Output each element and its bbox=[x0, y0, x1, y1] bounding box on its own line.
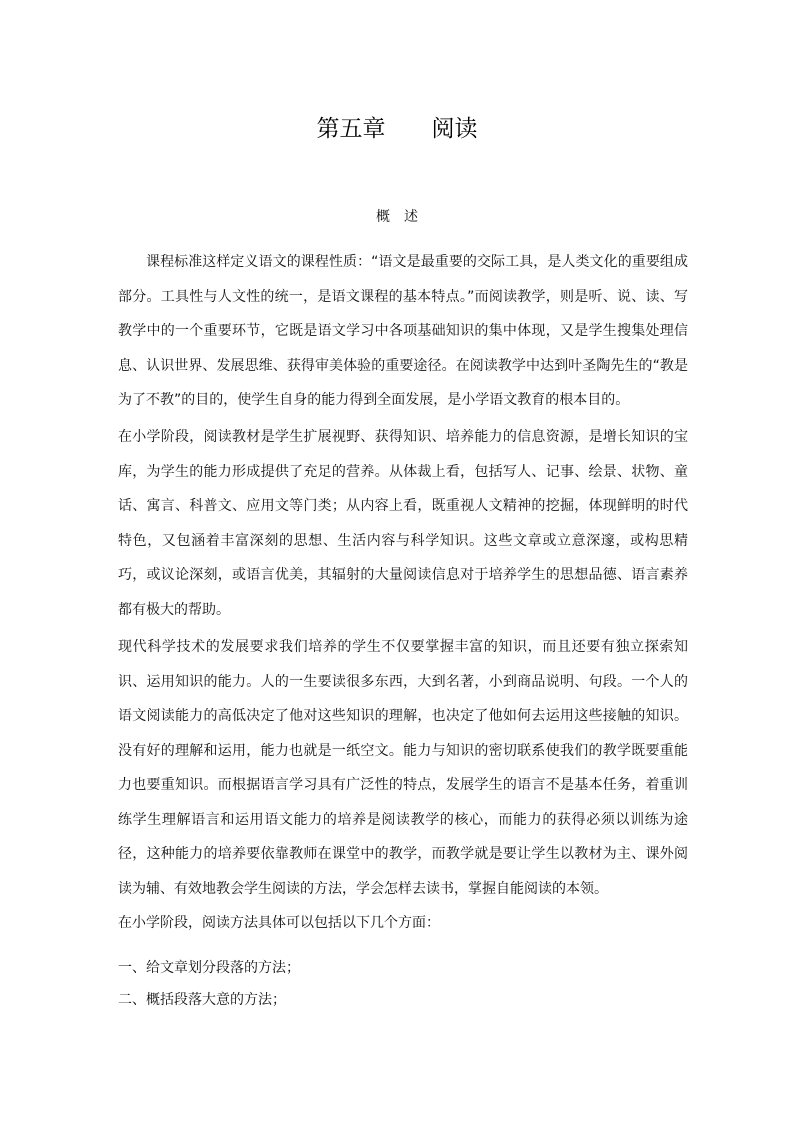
paragraph-course-nature: 课程标准这样定义语文的课程性质：“语文是最重要的交际工具，是人类文化的重要组成部分。工具性与人文性的统一，是语文课程的基本特点。”而阅读教学，则是听、说、读、写教学中的一个重要环节，它既是语文学习中各项基础知识的集中体现，又是学生搜集处理信息、认识世界、发展思维、获得审美体验的重要途径。在阅读教学中达到叶圣陶先生的“教是为了不教”的目的，使学生自身的能力得到全面发展，是小学语文教育的根本目的。 bbox=[118, 254, 688, 408]
chapter-title: 第五章 阅读 bbox=[316, 116, 478, 142]
section-title: 概 述 bbox=[376, 209, 418, 225]
reading-methods-intro: 在小学阶段，阅读方法具体可以包括以下几个方面： bbox=[118, 915, 440, 931]
list-item: 二、概括段落大意的方法； bbox=[118, 992, 286, 1008]
list-item: 一、给文章划分段落的方法； bbox=[118, 960, 300, 976]
paragraph-reading-ability: 现代科学技术的发展要求我们培养的学生不仅要掌握丰富的知识，而且还要有独立探索知识、运用知识的能力。人的一生要读很多东西，大到名著，小到商品说明、句段。一个人的语文阅读能力的高低决定了他对这些知识的理解，也决定了他如何去运用这些接触的知识。没有好的理解和运用，能力也就是一纸空文。能力与知识的密切联系使我们的教学既要重能力也要重知识。而根据语言学习具有广泛性的特点，发展学生的语言不是基本任务，着重训练学生理解语言和运用语文能力的培养是阅读教学的核心，而能力的获得必须以训练为途径，这种能力的培养要依靠教师在课堂中的教学，而教学就是要让学生以教材为主、课外阅读为辅、有效地教会学生阅读的方法，学会怎样去读书，掌握自能阅读的本领。 bbox=[118, 639, 688, 897]
paragraph-reading-materials: 在小学阶段，阅读教材是学生扩展视野、获得知识、培养能力的信息资源，是增长知识的宝库，为学生的能力形成提供了充足的营养。从体裁上看，包括写人、记事、绘景、状物、童话、寓言、科普文、应用文等门类；从内容上看，既重视人文精神的挖掘，体现鲜明的时代特色，又包涵着丰富深刻的思想、生活内容与科学知识。这些文章或立意深邃，或构思精巧，或议论深刻，或语言优美，其辐射的大量阅读信息对于培养学生的思想品德、语言素养都有极大的帮助。 bbox=[118, 429, 688, 618]
